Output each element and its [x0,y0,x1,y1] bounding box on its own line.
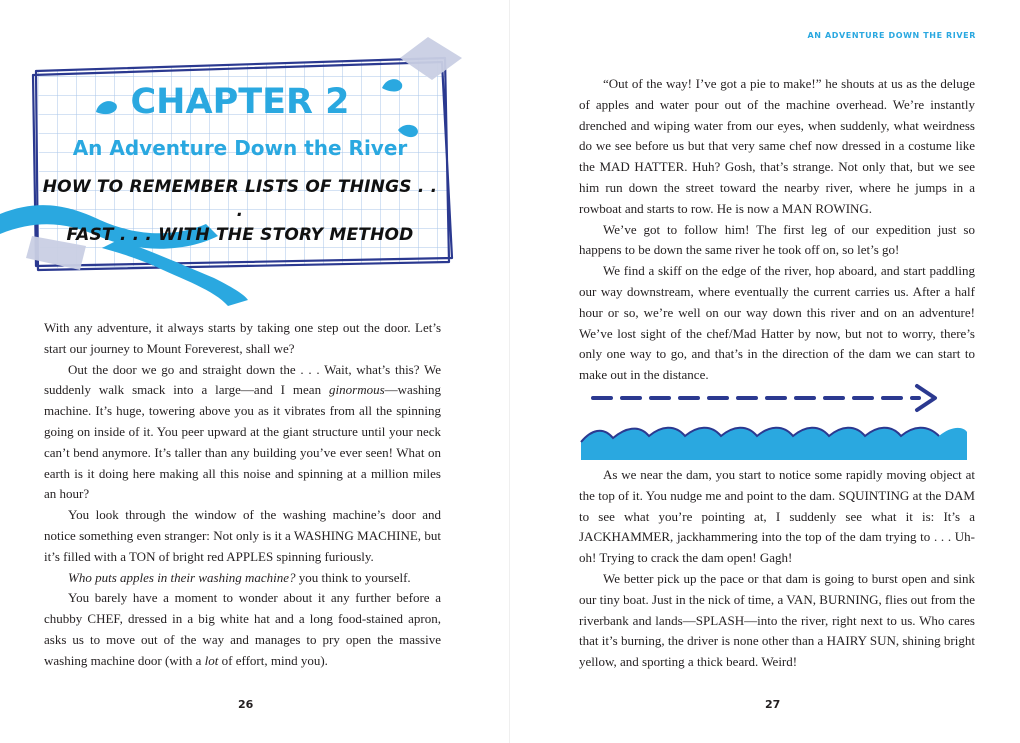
paragraph [44,568,441,589]
chapter-subtitle [40,175,440,247]
paragraph [44,505,441,567]
paragraph [579,261,975,386]
paragraph [579,74,975,220]
text-run: We better pick up the pace or that dam is going to burst open and sink our tiny boat. Just in the nick of time, a VAN, BURNING, flies out from the riverbank and lands—SPLASH—into the river, right next to us. Who cares that it’s burning, the driver is none other than a HAIRY SUN, shining bright yellow, and sporting a thick beard. Weird! [579,570,975,670]
text-run: We’ve got to follow him! The first leg of our expedition just so happens to be down the same river he took off on, so let’s go! [579,221,975,258]
chapter-subtitle-line2: FAST . . . WITH THE STORY METHOD [66,225,414,245]
paragraph [579,569,975,673]
page-number-left: 26 [238,698,254,711]
paragraph [579,220,975,262]
text-run: As we near the dam, you start to notice some rapidly moving object at the top of it. You nudge me and point to the dam. SQUINTING at the DAM to see what you’re pointing at, I suddenly see what it is: It’s a JACKHAMMER, jackhammering into the top of the dam trying to . . . Uh-oh! Trying to crack the dam open! Gagh! [579,467,975,566]
chapter-number: CHAPTER 2 [130,82,350,122]
text-run: of effort, mind you). [218,652,328,668]
text-run: “Out of the way! I’ve got a pie to make!” he shouts at us as the deluge of apples and water pour out of the machine overhead. We’re instantly drenched and wiping water from our eyes, when suddenly, what weirdness do we see before us but that very same chef now dressed in a costume like the MAD HATTER. Huh? Gosh, that’s strange. Not only that, but we see him run down the street toward the nearby river, where he jumps in a rowboat and starts to row. He is now a MAN ROWING. [579,76,975,216]
wave-shape [581,428,967,460]
chapter-title: An Adventure Down the River [72,136,408,160]
text-run: We find a skiff on the edge of the river, hop aboard, and start paddling our way downstream, where eventually the current carries us. After a half hour or so, we’re well on our way down this river and on an adventure! We’ve lost sight of the chef/Mad Hatter by now, but not to worry, there’s only one way to go, and that’s in the direction of the dam we can start to make out in the distance. [579,263,975,383]
emphasis-text: Who puts apples in their washing machine? [68,569,296,585]
right-page [510,0,1020,743]
text-run: —washing machine. It’s huge, towering above you as it vibrates from all the spinning going on inside of it. You peer upward at the giant structure until your neck can’t bend anymore. It’s taller than any building you’ve ever seen! What on earth is it doing here making all this noise and spinning at a million miles an hour? [44,382,441,502]
text-run: you think to yourself. [295,569,411,585]
chapter-subtitle-line1: HOW TO REMEMBER LISTS OF THINGS . . . [42,177,438,221]
text-run: Out the door we go and straight down the . . . Wait, what’s this? We suddenly walk smack into a large—and I mean [44,361,441,398]
paragraph [579,465,975,569]
left-body-text [44,318,441,672]
paragraph [44,360,441,506]
text-run: You look through the window of the washing machine’s door and notice something even stranger: Not only is it a WASHING MACHINE, but it’s filled with a TON of bright red APPLES spinning furiously. [44,507,441,564]
text-run: With any adventure, it always starts by taking one step out the door. Let’s start our journey to Mount Foreverest, shall we? [44,320,441,356]
emphasis-text: ginormous [329,382,385,398]
paragraph [44,318,441,360]
river-wave-illustration [579,380,979,462]
running-header: AN ADVENTURE DOWN THE RIVER [807,31,976,40]
emphasis-text: lot [204,652,219,668]
paragraph [44,588,441,671]
text-run: You barely have a moment to wonder about it any further before a chubby CHEF, dressed in a big white hat and a long food-stained apron, asks us to move out of the way and manages to pry open the massive washing machine door (with a [44,590,441,668]
page-number-right: 27 [765,698,781,711]
right-body-text-bottom [579,465,975,673]
right-body-text-top [579,74,975,386]
chapter-opener [0,0,510,310]
